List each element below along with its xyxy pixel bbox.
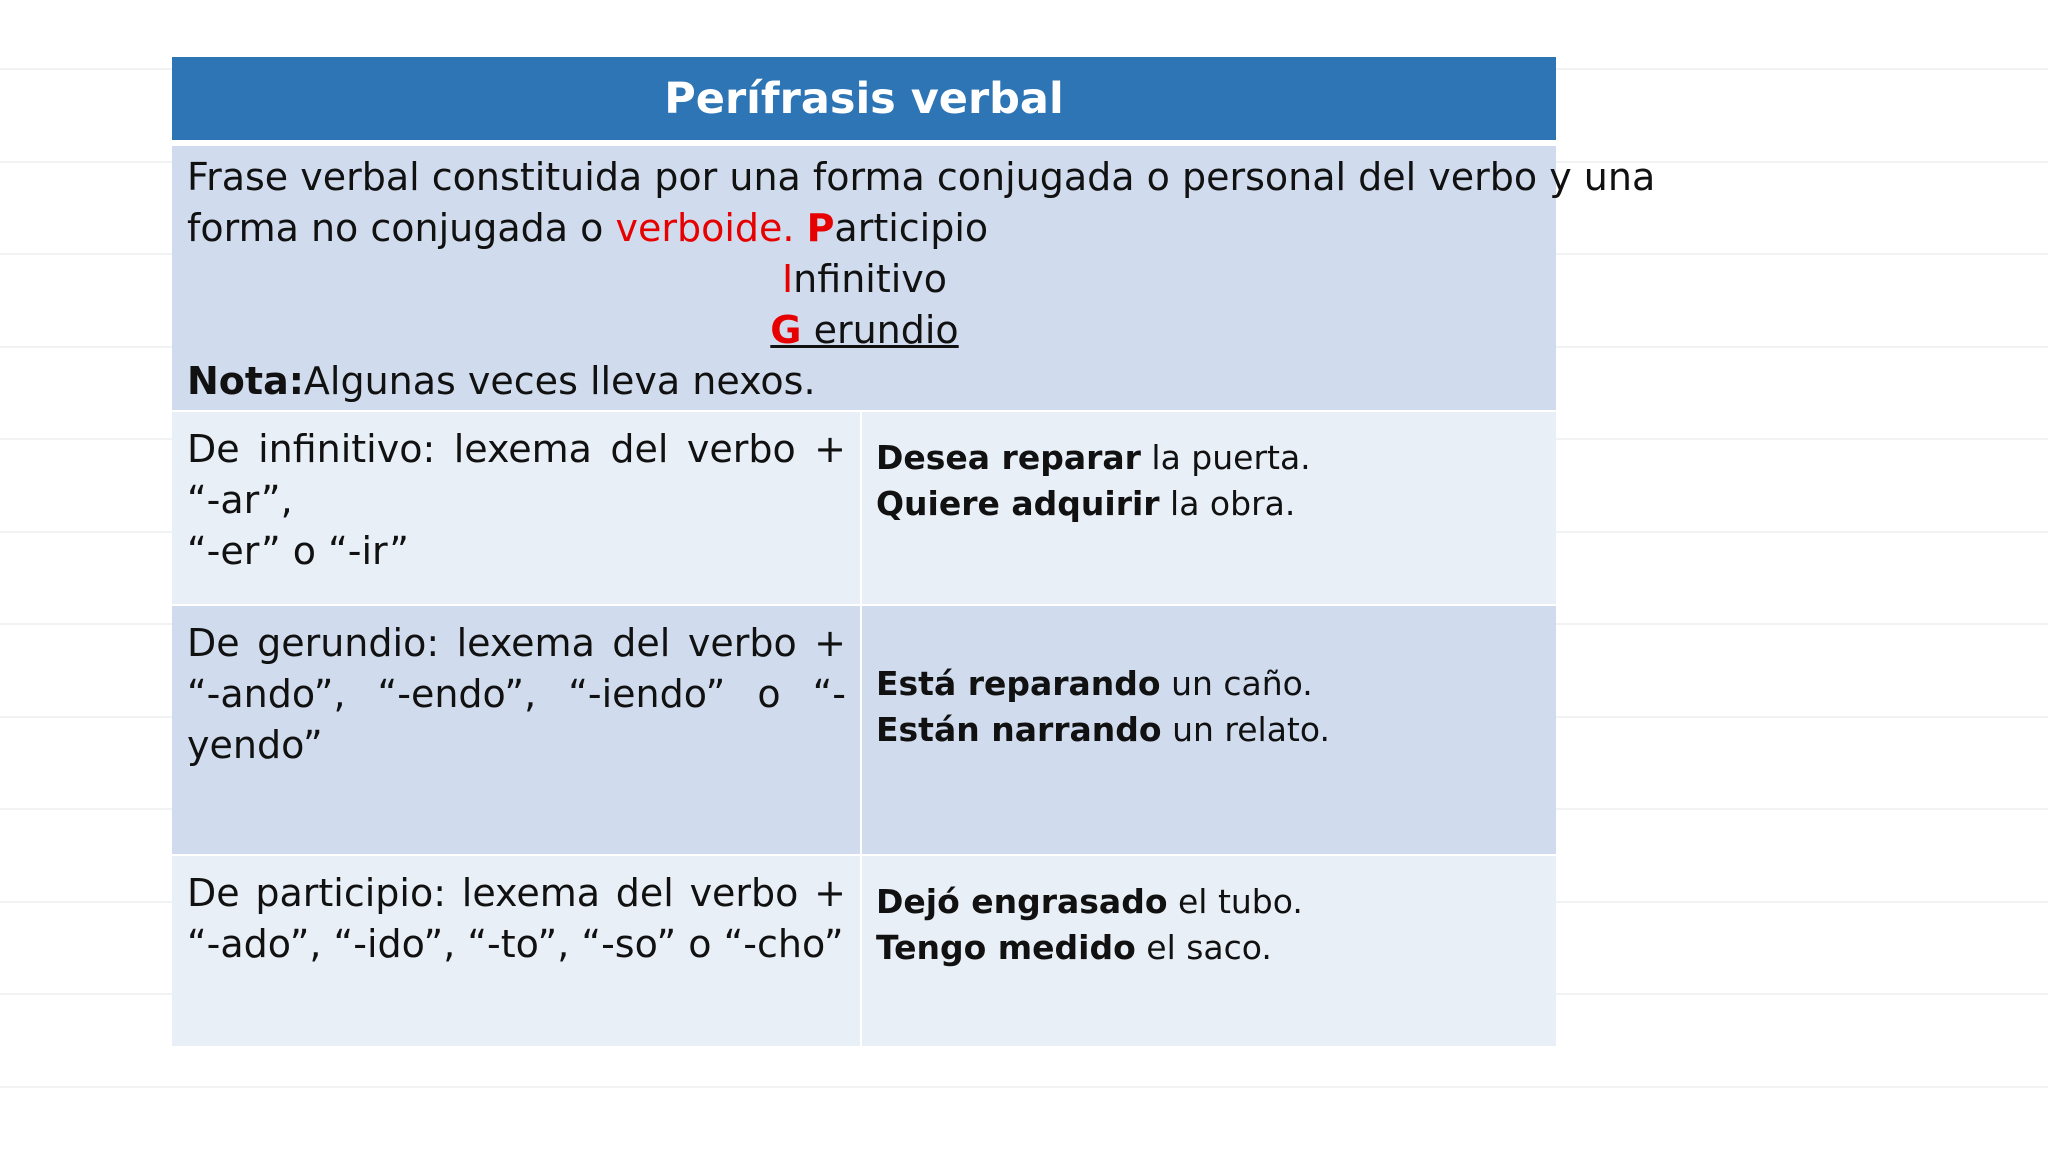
row-description	[172, 412, 862, 604]
example-rest: el saco.	[1135, 928, 1272, 967]
definition-cell	[172, 146, 1656, 410]
periphrasis-table	[172, 57, 1656, 1046]
example-line	[876, 661, 1542, 707]
row-description	[172, 606, 862, 854]
form-rest: nfinitivo	[793, 257, 948, 301]
row-description	[172, 856, 862, 1046]
form-rest: articipio	[834, 206, 989, 250]
form-initial: P	[806, 206, 835, 250]
form-initial: I	[781, 257, 794, 301]
example-rest: un caño.	[1160, 664, 1313, 703]
example-line	[876, 925, 1542, 971]
example-rest: el tubo.	[1167, 882, 1303, 921]
example-line	[876, 879, 1542, 925]
note-text: Algunas veces lleva nexos.	[303, 359, 816, 403]
form-item-infinitivo	[187, 254, 1542, 305]
description-line: “-ado”, “-ido”, “-to”, “-so” o “-cho”	[187, 922, 844, 966]
form-item-gerundio	[187, 305, 1542, 356]
example-verb: Está reparando	[876, 664, 1161, 703]
example-rest: la obra.	[1159, 484, 1296, 523]
definition-text: forma no conjugada o	[187, 206, 616, 250]
form-rest: erundio	[801, 308, 959, 352]
example-line	[876, 707, 1542, 753]
table-title: Perífrasis verbal	[172, 57, 1556, 140]
row-examples	[862, 606, 1556, 854]
table-row	[172, 604, 1556, 854]
example-verb: Desea reparar	[876, 438, 1141, 477]
example-line	[876, 435, 1542, 481]
description-line: De gerundio: lexema del verbo +	[187, 621, 846, 665]
row-examples	[862, 856, 1556, 1046]
example-verb: Tengo medido	[876, 928, 1136, 967]
description-line: De participio: lexema del verbo +	[187, 871, 846, 915]
example-rest: un relato.	[1161, 710, 1330, 749]
definition-line	[187, 203, 1542, 254]
example-verb: Están narrando	[876, 710, 1162, 749]
table-row	[172, 410, 1556, 604]
example-verb: Dejó engrasado	[876, 882, 1168, 921]
form-initial: G	[770, 308, 802, 352]
note-label: Nota:	[187, 359, 304, 403]
row-examples	[862, 412, 1556, 604]
example-line	[876, 481, 1542, 527]
description-line: “-ando”, “-endo”, “-iendo” o “-yendo”	[187, 672, 846, 767]
description-line: De infinitivo: lexema del verbo + “-ar”,	[187, 427, 846, 522]
verboide-term: verboide.	[615, 206, 795, 250]
note-line	[187, 356, 1542, 407]
description-line: “-er” o “-ir”	[187, 529, 409, 573]
example-verb: Quiere adquirir	[876, 484, 1160, 523]
table-row	[172, 854, 1556, 1046]
definition-line: Frase verbal constituida por una forma conjugada o personal del verbo y una	[187, 155, 1656, 199]
background-rule	[0, 1086, 2048, 1088]
example-rest: la puerta.	[1140, 438, 1311, 477]
